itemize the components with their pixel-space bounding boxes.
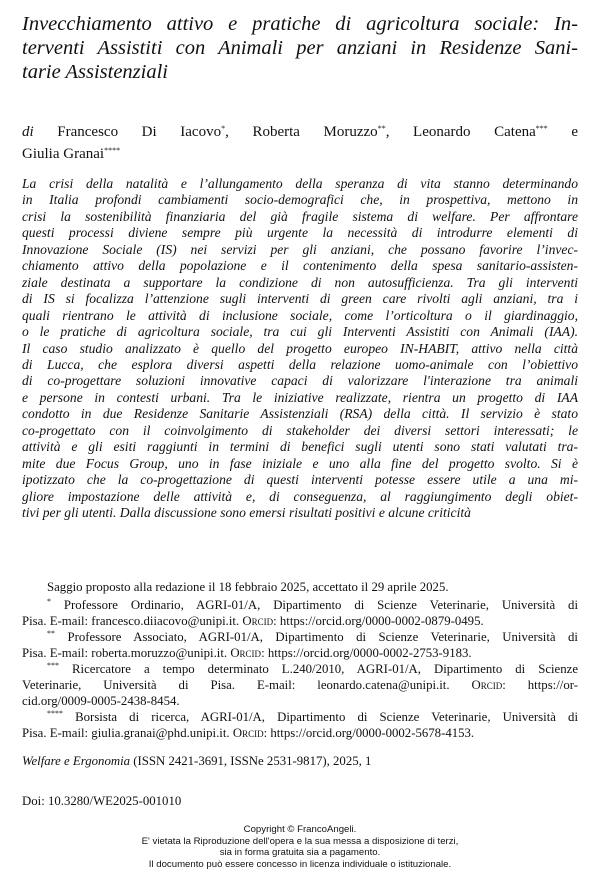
- copyright-line: E' vietata la Riproduzione dell'opera e la sua messa a disposizione di terzi,: [141, 835, 459, 847]
- author-mark: ***: [535, 124, 548, 133]
- author: [252, 124, 413, 140]
- footnote: [47, 629, 578, 645]
- footnote-line[interactable]: cid.org/0009-0005-2438-8454.: [22, 694, 180, 708]
- copyright-line: Copyright © FrancoAngeli.: [243, 824, 357, 835]
- copyright-line: Il documento può essere concesso in licenza individuale o istituzionale.: [148, 858, 452, 870]
- author-separator: ,: [225, 124, 253, 140]
- journal-info: [22, 753, 578, 769]
- submission-note: Saggio proposto alla redazione il 18 febbraio 2025, accettato il 29 aprile 2025.: [47, 580, 449, 594]
- footnote-line: [22, 725, 578, 741]
- abstract-line: attività e gli esiti raggiunti in termini di benefici sugli utenti sono stati valutati tra-: [22, 439, 578, 455]
- doi[interactable]: Doi: 10.3280/WE2025-001010: [22, 794, 182, 808]
- author: [57, 124, 252, 140]
- orcid-label: Orcid: [230, 646, 262, 660]
- orcid-label: Orcid: [232, 726, 264, 740]
- abstract-line: Innovazione Sociale (IS) nei servizi per gli anziani, che possano favorire l’invec-: [22, 241, 578, 257]
- abstract-line: tivi per gli utenti. Dalla discussione sono emersi risultati positivi e alcune criticità: [22, 505, 471, 520]
- author-name: Giulia Granai: [22, 146, 105, 162]
- orcid-link[interactable]: : https://orcid.org/0000-0002-2753-9183.: [261, 646, 472, 660]
- authors-prefix: di: [22, 124, 34, 140]
- abstract-line: di IS si focalizza l’attenzione sugli interventi di green care rivolti agli anziani, tra i: [22, 291, 578, 307]
- footnote-line: [22, 677, 578, 693]
- author-separator: e: [547, 124, 579, 140]
- abstract-line: e persone in contesti urbani. Tra le iniziative realizzate, rientra un progetto di IAA: [22, 389, 578, 405]
- author-separator: ,: [385, 124, 414, 140]
- title-line: Invecchiamento attivo e pratiche di agricoltura sociale: In-: [22, 13, 578, 35]
- abstract-line: gliore impostazione delle attività e, di conseguenza, al raggiungimento degli obiet-: [22, 488, 578, 504]
- author-mark: ****: [104, 146, 121, 155]
- author-name: Francesco Di Iacovo: [57, 124, 222, 140]
- footnote-text: Pisa. E-mail: francesco.diiacovo@unipi.it.: [22, 614, 243, 628]
- abstract-line: quali rientrano le attività di inclusione sociale, come l’orticoltura o il giardinaggio,: [22, 307, 578, 323]
- footnote-line: [22, 645, 578, 661]
- abstract-line: condotto in due Residenze Sanitarie Assistenziali (RSA) della città. Il servizio è stato: [22, 406, 578, 422]
- orcid-link[interactable]: : https://or-: [502, 678, 579, 692]
- abstract-line: di Lucca, che esplora diversi aspetti della relazione uomo-animale con l’obiettivo: [22, 356, 578, 372]
- footnote-line: [22, 613, 578, 629]
- journal-name: Welfare e Ergonomia: [22, 754, 131, 768]
- journal-details: (ISSN 2421-3691, ISSNe 2531-9817), 2025, 1: [130, 754, 372, 768]
- abstract-line: ipotizzato che la co-progettazione di questi interventi potesse essere utile a una mi-: [22, 472, 578, 488]
- footnote-text: Borsista di ricerca, AGRI-01/A, Dipartimento di Scienze Veterinarie, Università di: [75, 710, 579, 724]
- abstract-line: La crisi della natalità e l’allungamento della speranza di vita stanno determinando: [22, 176, 578, 191]
- author-name: Leonardo Catena: [413, 124, 536, 140]
- abstract-line: in Italia profondi cambiamenti socio-demografici che, in prospettiva, mettono in: [22, 192, 578, 208]
- footnote-mark: ****: [47, 709, 63, 718]
- abstract-line: questi processi diviene sempre più urgente la necessità di introdurre elementi di: [22, 225, 578, 241]
- abstract-line: di co-progettare soluzioni innovative capaci di valorizzare l'interazione tra animali: [22, 373, 578, 389]
- abstract-line: Il caso studio analizzato è quello del progetto europeo IN-HABIT, attivo nella città: [22, 340, 578, 356]
- orcid-link[interactable]: : https://orcid.org/0000-0002-5678-4153.: [263, 726, 475, 740]
- copyright-notice: [0, 824, 600, 870]
- footnote-mark: **: [47, 629, 55, 638]
- title-line: terventi Assistiti con Animali per anziani in Residenze Sani-: [22, 37, 578, 59]
- abstract-line: mite due Focus Group, uno in fase iniziale e uno alla fine del progetto svolto. Si è: [22, 455, 578, 471]
- authors-line: [22, 121, 578, 143]
- abstract-line: ziale destinata a supportare la condizione di non autosufficienza. Tra gli interventi: [22, 274, 578, 290]
- footnote-mark: ***: [47, 661, 59, 670]
- orcid-link[interactable]: : https://orcid.org/0000-0002-0879-0495.: [273, 614, 484, 628]
- author: [22, 143, 578, 165]
- footnote-text: Professore Ordinario, AGRI-01/A, Dipartimento di Scienze Veterinarie, Università di: [63, 598, 579, 612]
- author-mark: *: [221, 124, 226, 133]
- footnote: [47, 709, 578, 725]
- footnote-text: Veterinarie, Università di Pisa. E-mail: leonardo.catena@unipi.it.: [22, 678, 472, 692]
- orcid-label: Orcid: [242, 614, 274, 628]
- author-name: Roberta Moruzzo: [252, 124, 378, 140]
- author-mark: **: [377, 124, 386, 133]
- footnote: [47, 597, 578, 613]
- footnote-text: Pisa. E-mail: roberta.moruzzo@unipi.it.: [22, 646, 231, 660]
- abstract-line: crisi la sostenibilità finanziaria del già fragile sistema di welfare. Per affrontare: [22, 208, 578, 224]
- abstract-line: o le pratiche di agricoltura sociale, tra cui gli Interventi Assistiti con Animali (IAA).: [22, 324, 578, 340]
- footnote-text: Professore Associato, AGRI-01/A, Dipartimento di Scienze Veterinarie, Università di: [67, 630, 578, 644]
- footnote-text: Ricercatore a tempo determinato L.240/2010, AGRI-01/A, Dipartimento di Scienze: [72, 662, 578, 676]
- footnote-mark: *: [47, 597, 51, 606]
- orcid-label: Orcid: [471, 678, 503, 692]
- footnote: [47, 661, 578, 677]
- footnote-text: Pisa. E-mail: giulia.granai@phd.unipi.it.: [22, 726, 233, 740]
- abstract-line: chiamento attivo della popolazione e il contenimento della spesa sanitario-assisten-: [22, 258, 578, 274]
- title-line: tarie Assistenziali: [22, 61, 168, 83]
- author: [413, 124, 578, 140]
- abstract-line: co-progettato con il coinvolgimento di stakeholder dei diversi settori interessati; le: [22, 422, 578, 438]
- copyright-line: sia in forma gratuita sia a pagamento.: [219, 847, 381, 858]
